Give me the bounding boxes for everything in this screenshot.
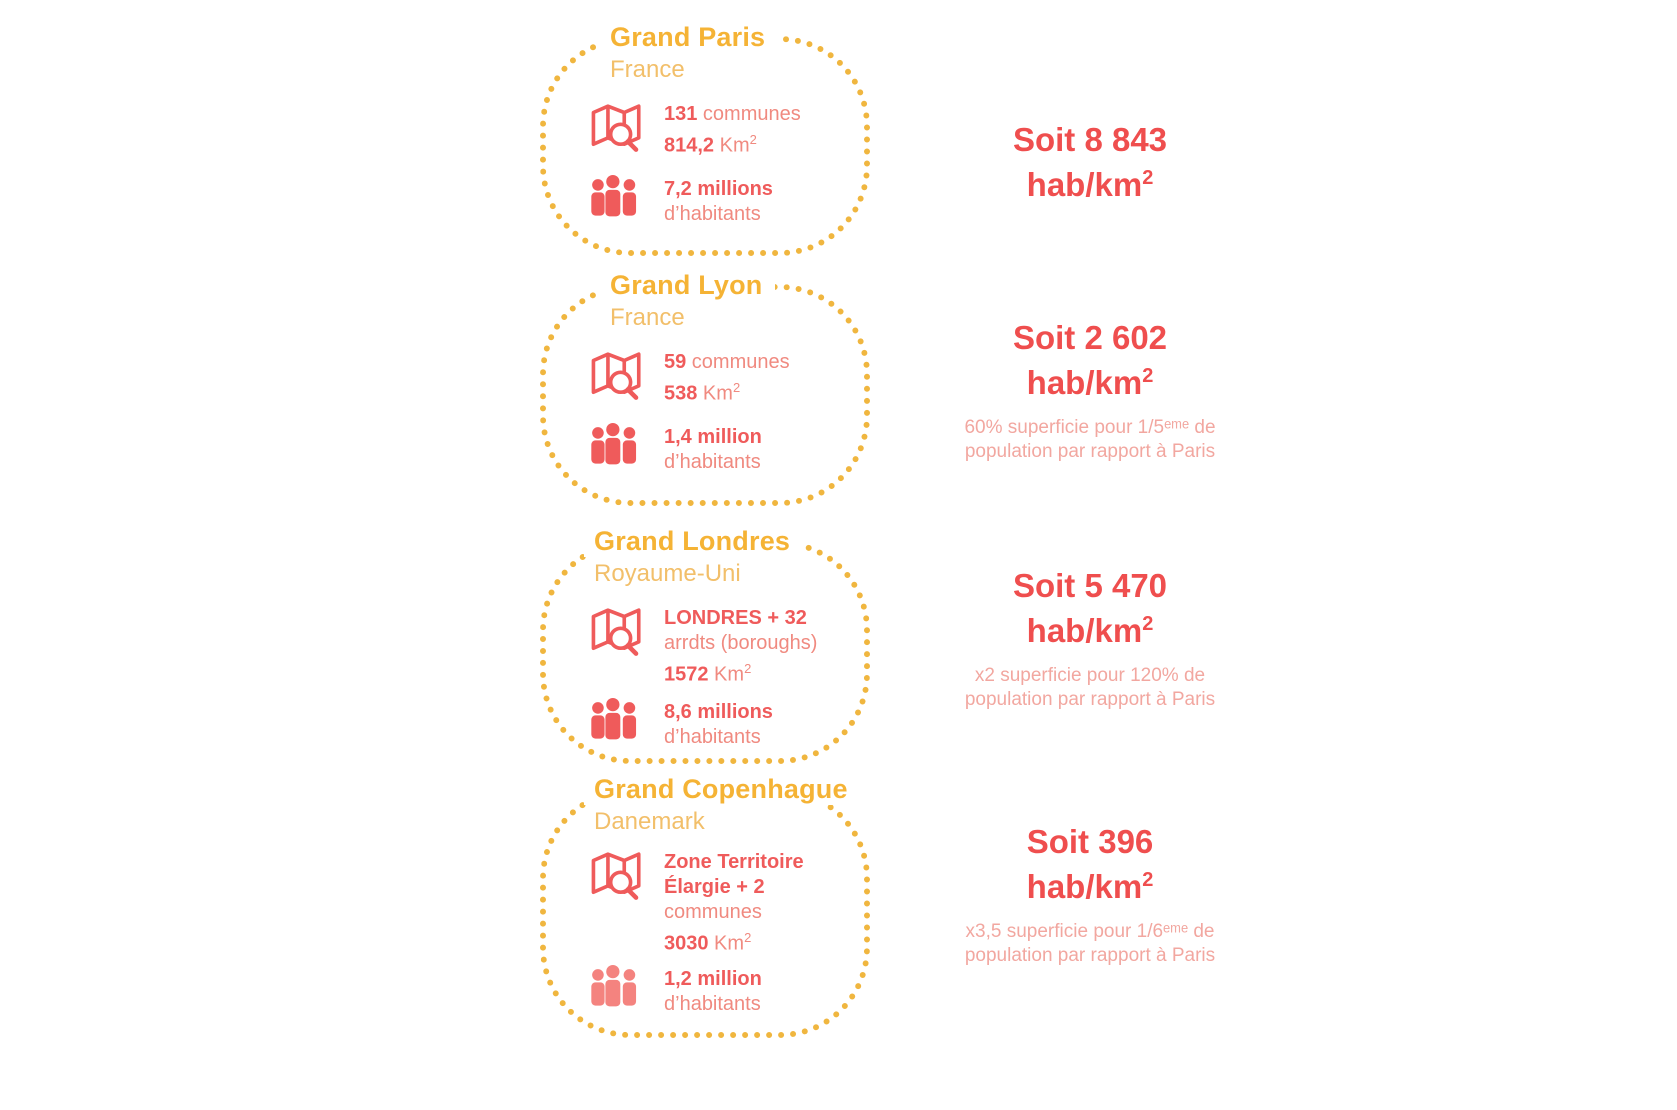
map-search-icon	[586, 846, 648, 904]
density-unit-paris: hab/km	[1026, 166, 1143, 203]
label-communes-copenhague: communes	[664, 901, 762, 923]
label-population-lyon: d’habitants	[664, 450, 761, 473]
stat-text-population-lyon	[664, 421, 762, 475]
density-sup-copenhague: 2	[1142, 869, 1154, 891]
comparison-note-lyon: 60% superficie pour 1/5ᵉᵐᵉ de population par rapport à Paris	[964, 417, 1216, 462]
value-communes-paris: 131	[664, 103, 698, 125]
label-area-copenhague: Km	[708, 932, 745, 955]
stats-rows-lyon	[540, 346, 870, 475]
city-title-londres: Grand Londres	[584, 526, 802, 557]
people-group-icon	[586, 421, 648, 473]
people-group-icon	[586, 696, 648, 748]
map-search-icon	[586, 346, 648, 404]
label-population-paris: d’habitants	[664, 202, 761, 225]
value-communes-lyon: 59	[664, 351, 687, 373]
label-area-lyon: Km	[697, 382, 733, 405]
stat-row-population-londres	[540, 696, 870, 750]
side-panel-lyon	[940, 318, 1240, 464]
density-unit-lyon: hab/km	[1026, 364, 1143, 401]
stat-text-area-copenhague	[664, 846, 870, 957]
stats-rows-londres	[540, 602, 870, 750]
comparison-note-copenhague: x3,5 superficie pour 1/6ᵉᵐᵉ de population par rapport à Paris	[964, 921, 1216, 966]
density-paris	[940, 120, 1240, 204]
city-title-lyon: Grand Lyon	[600, 270, 775, 301]
side-panel-copenhague	[940, 822, 1240, 968]
density-copenhague	[940, 822, 1240, 906]
density-londres	[940, 566, 1240, 650]
city-country-lyon: France	[600, 304, 699, 334]
label-population-copenhague: d’habitants	[664, 992, 761, 1015]
value-population-londres: 8,6 millions	[664, 700, 773, 723]
density-sup-lyon: 2	[1142, 365, 1154, 387]
stat-row-area-paris	[540, 98, 870, 159]
label-communes-lyon: communes	[686, 351, 790, 373]
stat-text-population-copenhague	[664, 963, 762, 1017]
density-sup-londres: 2	[1142, 613, 1154, 635]
value-communes-londres: LONDRES + 32	[664, 607, 807, 629]
city-country-londres: Royaume-Uni	[584, 560, 755, 590]
density-unit-copenhague: hab/km	[1026, 868, 1143, 905]
density-unit-londres: hab/km	[1026, 612, 1143, 649]
stat-text-area-paris	[664, 98, 801, 159]
label-area-paris: Km	[714, 134, 750, 157]
stat-text-area-londres	[664, 602, 817, 688]
city-title-paris: Grand Paris	[600, 22, 777, 53]
density-sup-paris: 2	[1142, 167, 1154, 189]
label-area-londres: Km	[708, 663, 745, 686]
sup-area-copenhague: 2	[744, 930, 752, 945]
stat-row-area-copenhague	[540, 846, 870, 957]
sup-area-lyon: 2	[732, 380, 741, 395]
density-lyon	[940, 318, 1240, 402]
density-value-paris: Soit 8 843	[1012, 121, 1168, 158]
people-group-icon	[586, 963, 648, 1015]
city-country-copenhague: Danemark	[584, 808, 719, 838]
people-group-icon	[586, 173, 648, 225]
value-area-paris: 814,2	[664, 134, 715, 157]
stat-text-population-paris	[664, 173, 773, 227]
sup-area-paris: 2	[749, 132, 757, 147]
value-area-londres: 1572	[664, 663, 709, 686]
city-country-paris: France	[600, 56, 699, 86]
stat-row-area-londres	[540, 602, 870, 688]
label-population-londres: d’habitants	[664, 725, 761, 748]
value-area-lyon: 538	[664, 382, 698, 405]
sup-area-londres: 2	[744, 661, 752, 676]
density-value-lyon: Soit 2 602	[1012, 319, 1168, 356]
stat-row-population-copenhague	[540, 963, 870, 1017]
stat-row-population-paris	[540, 173, 870, 227]
density-value-londres: Soit 5 470	[1012, 567, 1168, 604]
value-population-lyon: 1,4 million	[664, 425, 762, 448]
stat-row-population-lyon	[540, 421, 870, 475]
label-communes-londres: arrdts (boroughs)	[664, 632, 818, 654]
side-panel-paris	[940, 120, 1240, 204]
value-zone-copenhague: Zone Territoire Élargie + 2	[664, 851, 804, 898]
stat-text-area-lyon	[664, 346, 790, 407]
side-panel-londres	[940, 566, 1240, 712]
value-area-copenhague: 3030	[664, 932, 709, 955]
value-population-copenhague: 1,2 million	[664, 967, 762, 990]
map-search-icon	[586, 98, 648, 156]
city-title-copenhague: Grand Copenhague	[584, 774, 860, 805]
comparison-note-londres: x2 superficie pour 120% de population par rapport à Paris	[964, 665, 1216, 710]
map-search-icon	[586, 602, 648, 660]
density-value-copenhague: Soit 396	[1026, 823, 1154, 860]
stat-text-population-londres	[664, 696, 773, 750]
label-communes-paris: communes	[697, 103, 801, 125]
value-population-paris: 7,2 millions	[664, 177, 773, 200]
stats-rows-paris	[540, 98, 870, 227]
stat-row-area-lyon	[540, 346, 870, 407]
stats-rows-copenhague	[540, 846, 870, 1017]
